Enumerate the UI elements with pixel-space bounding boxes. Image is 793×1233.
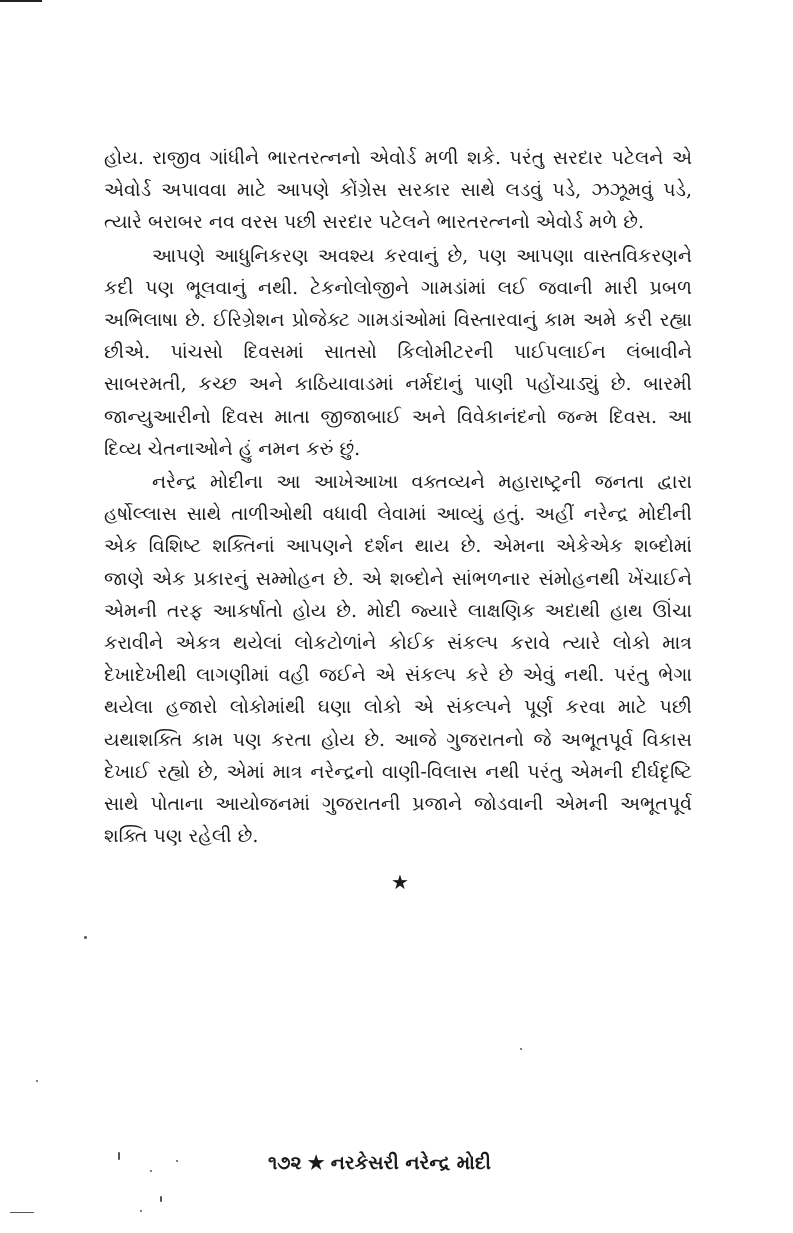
scan-speck [520,1048,522,1050]
page-footer [268,1150,491,1176]
section-separator-star: ★ [391,870,409,894]
scan-speck [150,1170,152,1172]
body-text [104,142,692,852]
scan-speck [36,1080,38,1082]
page-number: ૧૭૨ [268,1152,302,1174]
scan-speck [140,1210,142,1212]
scan-speck [10,1212,34,1213]
paragraph-continued: હોય. રાજીવ ગાંધીને ભારતરત્નનો એવોર્ડ મળી શકે. પરંતુ સરદાર પટેલને એ એવોર્ડ અપાવવા માટે આપણે કોંગ્રેસ સરકાર સાથે લડવું પડે, ઝઝૂમવું પડે, ત્યારે બરાબર નવ વરસ પછી સરદાર પટેલને ભારતરત્નનો એવોર્ડ મળે છે. [104,147,692,234]
scan-speck [160,1196,162,1202]
top-rule [0,0,42,2]
footer-star-icon: ★ [307,1152,325,1174]
paragraph-modernization: આપણે આધુનિકરણ અવશ્ય કરવાનું છે, પણ આપણા વાસ્તવિકરણને કદી પણ ભૂલવાનું નથી. ટેકનોલોજીને ગામડાંમાં લઈ જવાની મારી પ્રબળ અભિલાષા છે. ઈરિગ્રેશન પ્રોજેક્ટ ગામડાંઓમાં વિસ્તારવાનું કામ અમે કરી રહ્યા છીએ. પાંચસો દિવસમાં સાતસો કિલોમીટરની પાઈપલાઈન લંબાવીને સાબરમતી, કચ્છ અને કાઠિયાવાડમાં નર્મદાનું પાણી પહોંચાડ્યું છે. બારમી જાન્યુઆરીનો દિવસ માતા જીજાબાઈ અને વિવેકાનંદનો જન્મ દિવસ. આ દિવ્ય ચેતનાઓને હું નમન કરું છું. [104,244,692,460]
scan-speck [176,1160,178,1162]
paragraph-speech-reception: નરેન્દ્ર મોદીના આ આખેઆખા વક્તવ્યને મહારાષ્ટ્રની જનતા દ્વારા હર્ષોલ્લાસ સાથે તાળીઓથી વધાવી લેવામાં આવ્યું હતું. અહીં નરેન્દ્ર મોદીની એક વિશિષ્ટ શક્તિનાં આપણને દર્શન થાય છે. એમના એકેએક શબ્દોમાં જાણે એક પ્રકારનું સમ્મોહન છે. એ શબ્દોને સાંભળનાર સંમોહનથી ખેંચાઈને એમની તરફ આકર્ષાતો હોય છે. મોદી જ્યારે લાક્ષણિક અદાથી હાથ ઊંચા કરાવીને એકત્ર થયેલાં લોકટોળાંને કોઈક સંકલ્પ કરાવે ત્યારે લોકો માત્ર દેખાદેખીથી લાગણીમાં વહી જઈને એ સંકલ્પ કરે છે એવું નથી. પરંતુ ભેગા થયેલા હજારો લોકોમાંથી ઘણા લોકો એ સંકલ્પને પૂર્ણ કરવા માટે પછી યથાશક્તિ કામ પણ કરતા હોય છે. આજે ગુજરાતનો જે અભૂતપૂર્વ વિકાસ દેખાઈ રહ્યો છે, એમાં માત્ર નરેન્દ્રનો વાણી-વિલાસ નથી પરંતુ એમની દીર્ઘદૃષ્ટિ સાથે પોતાના આયોજનમાં ગુજરાતની પ્રજાને જોડવાની એમની અભૂતપૂર્વ શક્તિ પણ રહેલી છે. [104,471,692,848]
scan-speck [84,936,87,939]
scan-speck [118,1152,120,1160]
book-title: નરકેસરી નરેન્દ્ર મોદી [330,1152,491,1174]
